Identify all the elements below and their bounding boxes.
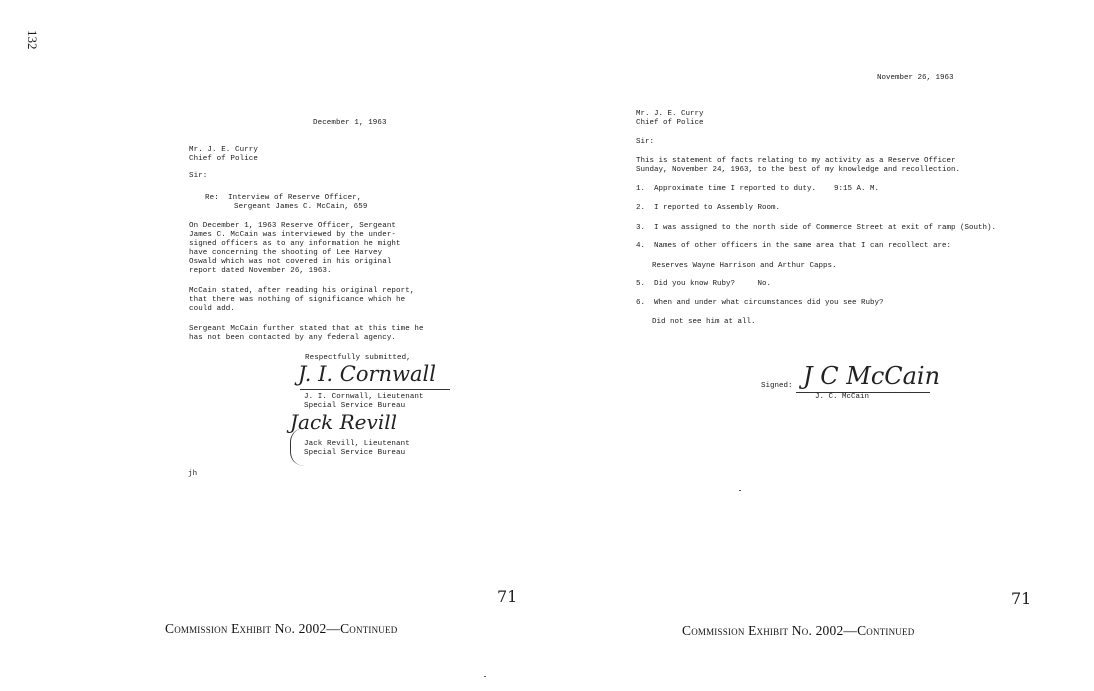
text-line: has not been contacted by any federal agency.	[189, 334, 397, 342]
right-letter-date: November 26, 1963	[877, 74, 954, 82]
right-sig-name: J. C. McCain	[815, 393, 870, 401]
text-line: On December 1, 1963 Reserve Officer, Sergeant	[189, 222, 397, 230]
typist-initials: jh	[188, 470, 198, 478]
left-letter-date: December 1, 1963	[313, 119, 387, 127]
item-4-answer: Reserves Wayne Harrison and Arthur Capps.	[652, 262, 837, 270]
right-intro-line-2: Sunday, November 24, 1963, to the best of my knowledge and recollection.	[636, 166, 961, 174]
right-salutation: Sir:	[636, 138, 655, 146]
text-line: signed officers as to any information he might	[189, 240, 401, 248]
text-line: have concerning the shooting of Lee Harvey	[189, 249, 383, 257]
right-addressee-title: Chief of Police	[636, 119, 704, 127]
right-caption: Commission Exhibit No. 2002—Continued	[682, 623, 915, 638]
item-2: 2. I reported to Assembly Room.	[636, 204, 781, 212]
right-intro-line-1: This is statement of facts relating to my activity as a Reserve Officer	[636, 157, 956, 165]
item-5: 5. Did you know Ruby? No.	[636, 280, 772, 288]
item-3: 3. I was assigned to the north side of Commerce Street at exit of ramp (South).	[636, 224, 997, 232]
left-salutation: Sir:	[189, 172, 208, 180]
item-4: 4. Names of other officers in the same area that I can recollect are:	[636, 242, 952, 250]
scan-speck	[484, 676, 486, 677]
left-re-line-1: Re: Interview of Reserve Officer,	[205, 194, 362, 202]
text-line: Oswald which was not covered in his original	[189, 258, 392, 266]
right-addressee-name: Mr. J. E. Curry	[636, 110, 704, 118]
left-closing: Respectfully submitted,	[305, 354, 411, 362]
left-page-mark: 71	[497, 587, 518, 606]
signature-cornwall: J. I. Cornwall	[298, 362, 436, 386]
scan-speck	[739, 490, 741, 491]
item-6: 6. When and under what circumstances did you see Ruby?	[636, 299, 884, 307]
signature-revill: Jack Revill	[290, 410, 398, 434]
signature-mccain: J C McCain	[803, 362, 941, 390]
item-1: 1. Approximate time I reported to duty. 9:15 A. M.	[636, 185, 880, 193]
text-line: McCain stated, after reading his original report,	[189, 287, 415, 295]
sig1-name: J. I. Cornwall, Lieutenant	[304, 393, 424, 401]
signed-label: Signed:	[761, 382, 793, 390]
sig2-name: Jack Revill, Lieutenant	[304, 440, 410, 448]
left-addressee-name: Mr. J. E. Curry	[189, 146, 259, 154]
text-line: report dated November 26, 1963.	[189, 267, 332, 275]
signature-underline	[300, 389, 450, 390]
text-line: James C. McCain was interviewed by the under-	[189, 231, 397, 239]
signature-flourish	[290, 428, 305, 466]
right-page-mark: 71	[1011, 589, 1032, 608]
text-line: Sergeant McCain further stated that at this time he	[189, 325, 424, 333]
left-addressee-title: Chief of Police	[189, 155, 259, 163]
sig1-title: Special Service Bureau	[304, 402, 406, 410]
item-6-answer: Did not see him at all.	[652, 318, 756, 326]
text-line: that there was nothing of significance which he	[189, 296, 406, 304]
sig2-title: Special Service Bureau	[304, 449, 406, 457]
page-number: 132	[25, 30, 40, 50]
left-re-line-2: Sergeant James C. McCain, 659	[234, 203, 368, 211]
text-line: could add.	[189, 305, 236, 313]
left-caption: Commission Exhibit No. 2002—Continued	[165, 621, 398, 636]
